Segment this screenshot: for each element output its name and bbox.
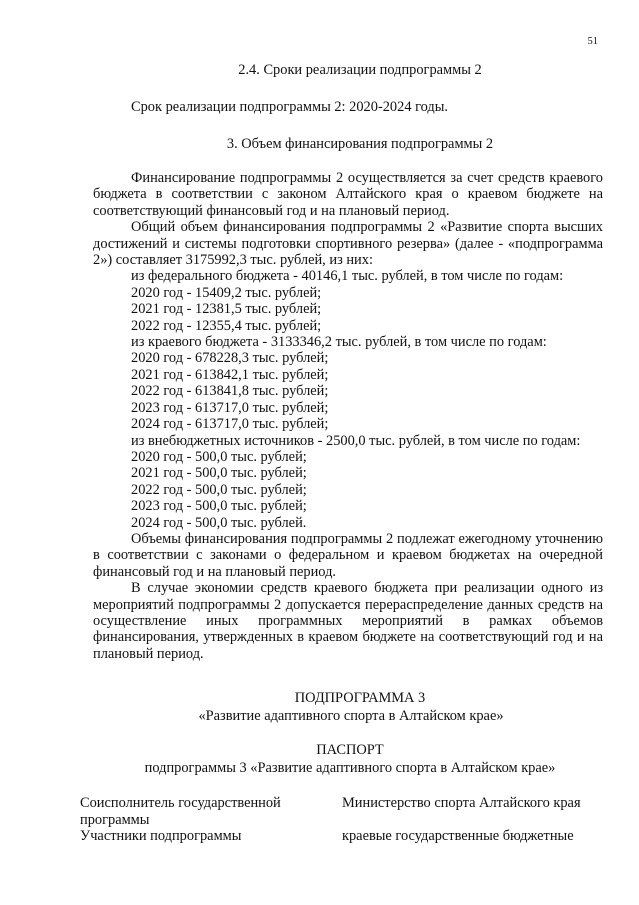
financing-paragraph-4: В случае экономии средств краевого бюджета при реализации одного из мероприятий подпрограммы 2 допускается перераспределение данных средств на осуществление иных программных мероприятий в рамках объемов финансирования, утвержденных в краевом бюджете на соответствующий год и на плановый период. <box>93 580 603 662</box>
extrabudgetary-year-item: 2023 год - 500,0 тыс. рублей; <box>131 498 307 515</box>
passport-value-coexecutor: Министерство спорта Алтайского края <box>342 795 581 811</box>
passport-value-participants: краевые государственные бюджетные <box>342 828 574 844</box>
regional-year-item: 2020 год - 678228,3 тыс. рублей; <box>131 350 329 367</box>
passport-subtitle: подпрограммы 3 «Развитие адаптивного спорта в Алтайском крае» <box>144 760 556 776</box>
financing-paragraph-1: Финансирование подпрограммы 2 осуществляется за счет средств краевого бюджета в соответствии с законом Алтайского края о краевом бюджете на соответствующий финансовый год и на плановый период. <box>93 170 603 219</box>
federal-budget-intro: из федерального бюджета - 40146,1 тыс. рублей, в том числе по годам: <box>131 268 564 285</box>
extrabudgetary-year-item: 2024 год - 500,0 тыс. рублей. <box>131 514 307 531</box>
extrabudgetary-intro: из внебюджетных источников - 2500,0 тыс. рублей, в том числе по годам: <box>131 432 581 449</box>
passport-label-coexecutor: Соисполнитель государственной программы <box>80 795 281 828</box>
federal-year-item: 2021 год - 12381,5 тыс. рублей; <box>131 301 322 318</box>
regional-year-item: 2022 год - 613841,8 тыс. рублей; <box>131 383 329 400</box>
regional-year-item: 2023 год - 613717,0 тыс. рублей; <box>131 399 329 416</box>
section-2-4-heading: 2.4. Сроки реализации подпрограммы 2 <box>238 62 482 78</box>
passport-label-participants: Участники подпрограммы <box>80 828 242 844</box>
passport-row-label <box>80 795 338 845</box>
section-3-heading: 3. Объем финансирования подпрограммы 2 <box>226 136 494 152</box>
federal-year-item: 2020 год - 15409,2 тыс. рублей; <box>131 284 322 301</box>
extrabudgetary-year-item: 2020 год - 500,0 тыс. рублей; <box>131 448 307 465</box>
federal-years-list <box>93 285 603 334</box>
extrabudgetary-year-item: 2022 год - 500,0 тыс. рублей; <box>131 481 307 498</box>
section-3-body <box>93 170 603 662</box>
regional-years-list <box>93 350 603 432</box>
financing-paragraph-2: Общий объем финансирования подпрограммы 2 «Развитие спорта высших достижений и системы подготовки спортивного резерва» (далее - «подпрограмма 2») составляет 3175992,3 тыс. рублей, из них: <box>93 219 603 269</box>
financing-paragraph-3: Объемы финансирования подпрограммы 2 подлежат ежегодному уточнению в соответствии с законами о федеральном и краевом бюджетах на очередной финансовый год и на плановый период. <box>93 530 603 580</box>
regional-year-item: 2021 год - 613842,1 тыс. рублей; <box>131 366 329 383</box>
federal-year-item: 2022 год - 12355,4 тыс. рублей; <box>131 317 322 334</box>
subprogram-3-title: «Развитие адаптивного спорта в Алтайском крае» <box>198 708 504 724</box>
extrabudgetary-years-list <box>93 449 603 531</box>
extrabudgetary-year-item: 2021 год - 500,0 тыс. рублей; <box>131 465 307 482</box>
subprogram-3-heading: ПОДПРОГРАММА 3 <box>294 690 426 706</box>
regional-year-item: 2024 год - 613717,0 тыс. рублей; <box>131 416 329 433</box>
regional-budget-intro: из краевого бюджета - 3133346,2 тыс. рублей, в том числе по годам: <box>131 334 547 351</box>
passport-heading: ПАСПОРТ <box>316 742 384 758</box>
section-2-4-text: Срок реализации подпрограммы 2: 2020-2024 годы. <box>131 99 449 115</box>
page-number: 51 <box>587 36 598 47</box>
passport-row-value <box>342 795 602 845</box>
